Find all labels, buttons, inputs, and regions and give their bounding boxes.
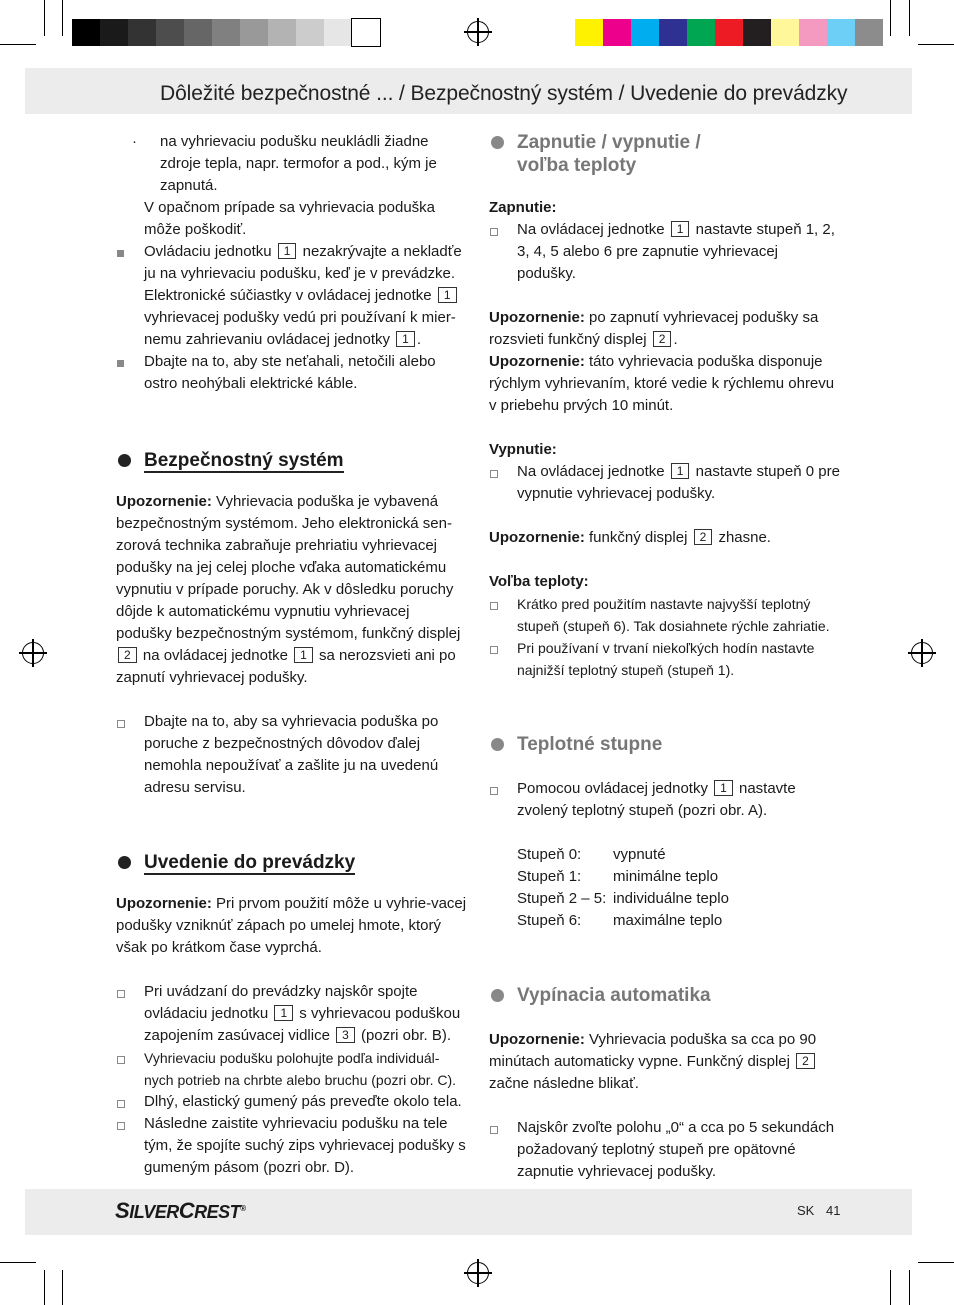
dot-bullet: ·: [132, 133, 137, 150]
page-title: Dôležité bezpečnostné ... / Bezpečnostný systém / Uvedenie do prevádzky: [160, 82, 848, 105]
list-item: [489, 1117, 841, 1183]
checkbox-bullet-icon: [490, 470, 498, 478]
section-heading: Zapnutie / vypnutie / voľba teploty: [489, 131, 841, 177]
levels-table: [489, 844, 841, 932]
ref-number: 1: [438, 287, 457, 303]
ref-number: 2: [118, 647, 137, 663]
color-swatch: [603, 19, 631, 46]
list-item-text: na vyhrievaciu podušku neukládli žiadne zdroje tepla, napr. termofor a pod., kým je zapnutá.: [160, 133, 437, 194]
page-number: 41: [826, 1203, 841, 1218]
crop-mark: [890, 1270, 891, 1305]
level-value: vypnuté: [613, 846, 666, 863]
crop-mark: [918, 1262, 954, 1263]
crop-mark: [44, 1270, 45, 1305]
level-key: Stupeň 2 – 5:: [517, 890, 607, 907]
checkbox-bullet-icon: [117, 1056, 125, 1064]
left-column: [116, 131, 468, 1179]
list-item: Ovládaciu jednotku 1 nezakrývajte a nekladťe ju na vyhrievaciu podušku, keď je v prevádzke. Elektronické súčiastky v ovládacej jednotke 1 vyhrievacej podušky vedú pri používaní k mier-nemu zahrievaniu ovládacej jednotky 1 .: [116, 241, 468, 351]
list-item-text: V opačnom prípade sa vyhrievacia poduška môže poškodiť.: [144, 199, 436, 238]
list-item-text: Krátko pred použitím nastavte najvyšší teplotný stupeň (stupeň 6). Tak dosiahnete rýchle zahriatie.: [517, 596, 830, 634]
checkbox-bullet-icon: [117, 990, 125, 998]
list-item: [489, 637, 841, 681]
list-item: [116, 131, 468, 197]
section-heading: Bezpečnostný systém: [116, 449, 468, 472]
level-key: Stupeň 0:: [517, 846, 582, 863]
level-value: individuálne teplo: [613, 890, 729, 907]
crop-mark: [0, 1262, 36, 1263]
crop-mark: [909, 0, 910, 36]
checkbox-bullet-icon: [117, 1100, 125, 1108]
color-swatch: [771, 19, 799, 46]
color-swatch: [324, 19, 352, 46]
color-swatch: [212, 19, 240, 46]
level-key: Stupeň 1:: [517, 868, 582, 885]
color-swatch: [743, 19, 771, 46]
bullet-circle-icon: [491, 989, 504, 1002]
checkbox-bullet-icon: [117, 1122, 125, 1130]
list-item-text: Dbajte na to, aby sa vyhrievacia poduška po poruche z bezpečnostných dôvodov ďalej nemohla nepoužívať a zašlite ju na uvedenú adresu servisu.: [144, 713, 439, 796]
list-item: [116, 197, 468, 241]
crop-mark: [909, 1270, 910, 1305]
section-heading: Teplotné stupne: [489, 733, 841, 756]
list-item-text: Následne zaistite vyhrievaciu podušku na tele tým, že spojíte suchý zips vyhrievacej podušky s gumeným pásom (pozri obr. D).: [144, 1115, 466, 1176]
bullet-circle-icon: [491, 738, 504, 751]
section-heading: Vypínacia automatika: [489, 984, 841, 1007]
subheading: Voľba teploty:: [489, 573, 589, 590]
crop-mark: [918, 44, 954, 45]
language-code: SK: [797, 1203, 815, 1218]
color-swatch: [715, 19, 743, 46]
bullet-circle-icon: [118, 856, 131, 869]
color-swatch: [827, 19, 855, 46]
note-paragraph: Upozornenie: po zapnutí vyhrievacej podušky sa rozsvieti funkčný displej 2 .: [489, 309, 819, 348]
color-swatch: [631, 19, 659, 46]
note-paragraph: Upozornenie: Pri prvom použití môže u vyhrie-vacej podušky vzniknúť zápach po umelej hmote, ktorý však po krátkom čase vyprchá.: [116, 895, 467, 956]
ref-number: 1: [714, 780, 733, 796]
color-swatch: [575, 19, 603, 46]
color-swatch: [659, 19, 687, 46]
color-swatch: [296, 19, 324, 46]
list-item: [489, 593, 841, 637]
ref-number: 1: [671, 221, 690, 237]
note-paragraph: Upozornenie: Vyhrievacia poduška sa cca po 90 minútach automaticky vypne. Funkčný displej 2 začne následne blikať.: [489, 1031, 817, 1092]
color-swatch: [156, 19, 184, 46]
color-swatch: [72, 19, 100, 46]
crop-mark: [62, 0, 63, 36]
list-item: [116, 711, 468, 799]
list-item-text: Dlhý, elastický gumený pás preveďte okolo tela.: [144, 1093, 462, 1110]
color-swatch: [240, 19, 268, 46]
registration-mark-icon: [467, 1262, 489, 1284]
bullet-circle-icon: [491, 136, 504, 149]
note-paragraph: Upozornenie: funkčný displej 2 zhasne.: [489, 529, 771, 546]
ref-number: 1: [396, 331, 415, 347]
checkbox-bullet-icon: [490, 228, 498, 236]
list-item-text: Pri používaní v trvaní niekoľkých hodín nastavte najnižší teplotný stupeň (stupeň 1).: [517, 640, 815, 678]
level-value: minimálne teplo: [613, 868, 719, 885]
ref-number: 1: [671, 463, 690, 479]
list-item: Pomocou ovládacej jednotky 1 nastavte zvolený teplotný stupeň (pozri obr. A).: [489, 778, 841, 822]
note-paragraph: Upozornenie: táto vyhrievacia poduška disponuje rýchlym vyhrievaním, ktoré vedie k rýchlemu ohrevu v priebehu prvých 10 minút.: [489, 353, 835, 414]
list-item: [116, 1113, 468, 1179]
list-item: Na ovládacej jednotke 1 nastavte stupeň 1, 2, 3, 4, 5 alebo 6 pre zapnutie vyhrievacej podušky.: [489, 219, 841, 285]
checkbox-bullet-icon: [490, 1126, 498, 1134]
color-swatch: [184, 19, 212, 46]
bullet-circle-icon: [118, 454, 131, 467]
ref-number: 2: [653, 331, 672, 347]
list-item: [116, 1091, 468, 1113]
subheading: Vypnutie:: [489, 441, 557, 458]
level-value: maximálne teplo: [613, 912, 723, 929]
list-item: Pri uvádzaní do prevádzky najskôr spojte ovládaciu jednotku 1 s vyhrievacou poduškou zapojením zasúvacej vidlice 3 (pozri obr. B).: [116, 981, 468, 1047]
color-swatch: [100, 19, 128, 46]
checkbox-bullet-icon: [490, 602, 498, 610]
registration-mark-icon: [467, 21, 489, 43]
color-swatch: [268, 19, 296, 46]
list-item: [116, 1047, 468, 1091]
color-swatch: [687, 19, 715, 46]
ref-number: 3: [336, 1027, 355, 1043]
color-swatch: [352, 19, 380, 46]
list-item-text: Najskôr zvoľte polohu „0“ a cca po 5 sekundách požadovaný teplotný stupeň pre opätovné zapnutie vyhrievacej podušky.: [517, 1119, 835, 1180]
crop-mark: [890, 0, 891, 36]
list-item: [116, 351, 468, 395]
checkbox-bullet-icon: [490, 646, 498, 654]
brand-logo: SILVERCREST®: [115, 1198, 246, 1223]
registration-mark-icon: [911, 642, 933, 664]
square-bullet-icon: [117, 360, 124, 367]
level-key: Stupeň 6:: [517, 912, 582, 929]
note-paragraph: Upozornenie: Vyhrievacia poduška je vybavená bezpečnostným systémom. Jeho elektronická sen-zorová technika zabraňuje prehriatiu vyhrievacej podušky na jej celej ploche vďaka automatickému vypnutiu v prípade poruchy. Ak v dôsledku poruchy dôjde k automatickému vypnutiu vyhrievacej podušky bezpečnostným systémom, funkčný displej 2 na ovládacej jednotke 1 sa nerozsvieti ani po zapnutí vyhrievacej podušky.: [116, 493, 461, 686]
list-item-text: Vyhrievaciu podušku polohujte podľa individuál-nych potrieb na chrbte alebo bruchu (pozri obr. C).: [144, 1050, 457, 1088]
subheading: Zapnutie:: [489, 199, 557, 216]
checkbox-bullet-icon: [490, 787, 498, 795]
ref-number: 1: [278, 243, 297, 259]
crop-mark: [44, 0, 45, 36]
crop-mark: [62, 1270, 63, 1305]
registration-mark-icon: [22, 642, 44, 664]
color-swatch: [128, 19, 156, 46]
color-swatch: [799, 19, 827, 46]
right-column: [489, 131, 841, 1183]
ref-number: 1: [274, 1005, 293, 1021]
ref-number: 2: [694, 529, 713, 545]
checkbox-bullet-icon: [117, 720, 125, 728]
ref-number: 2: [796, 1053, 815, 1069]
square-bullet-icon: [117, 250, 124, 257]
section-heading: Uvedenie do prevádzky: [116, 851, 468, 874]
list-item-text: Dbajte na to, aby ste neťahali, netočili alebo ostro neohýbali elektrické káble.: [144, 353, 436, 392]
crop-mark: [0, 44, 36, 45]
list-item: Na ovládacej jednotke 1 nastavte stupeň 0 pre vypnutie vyhrievacej podušky.: [489, 461, 841, 505]
ref-number: 1: [294, 647, 313, 663]
color-swatch: [855, 19, 883, 46]
